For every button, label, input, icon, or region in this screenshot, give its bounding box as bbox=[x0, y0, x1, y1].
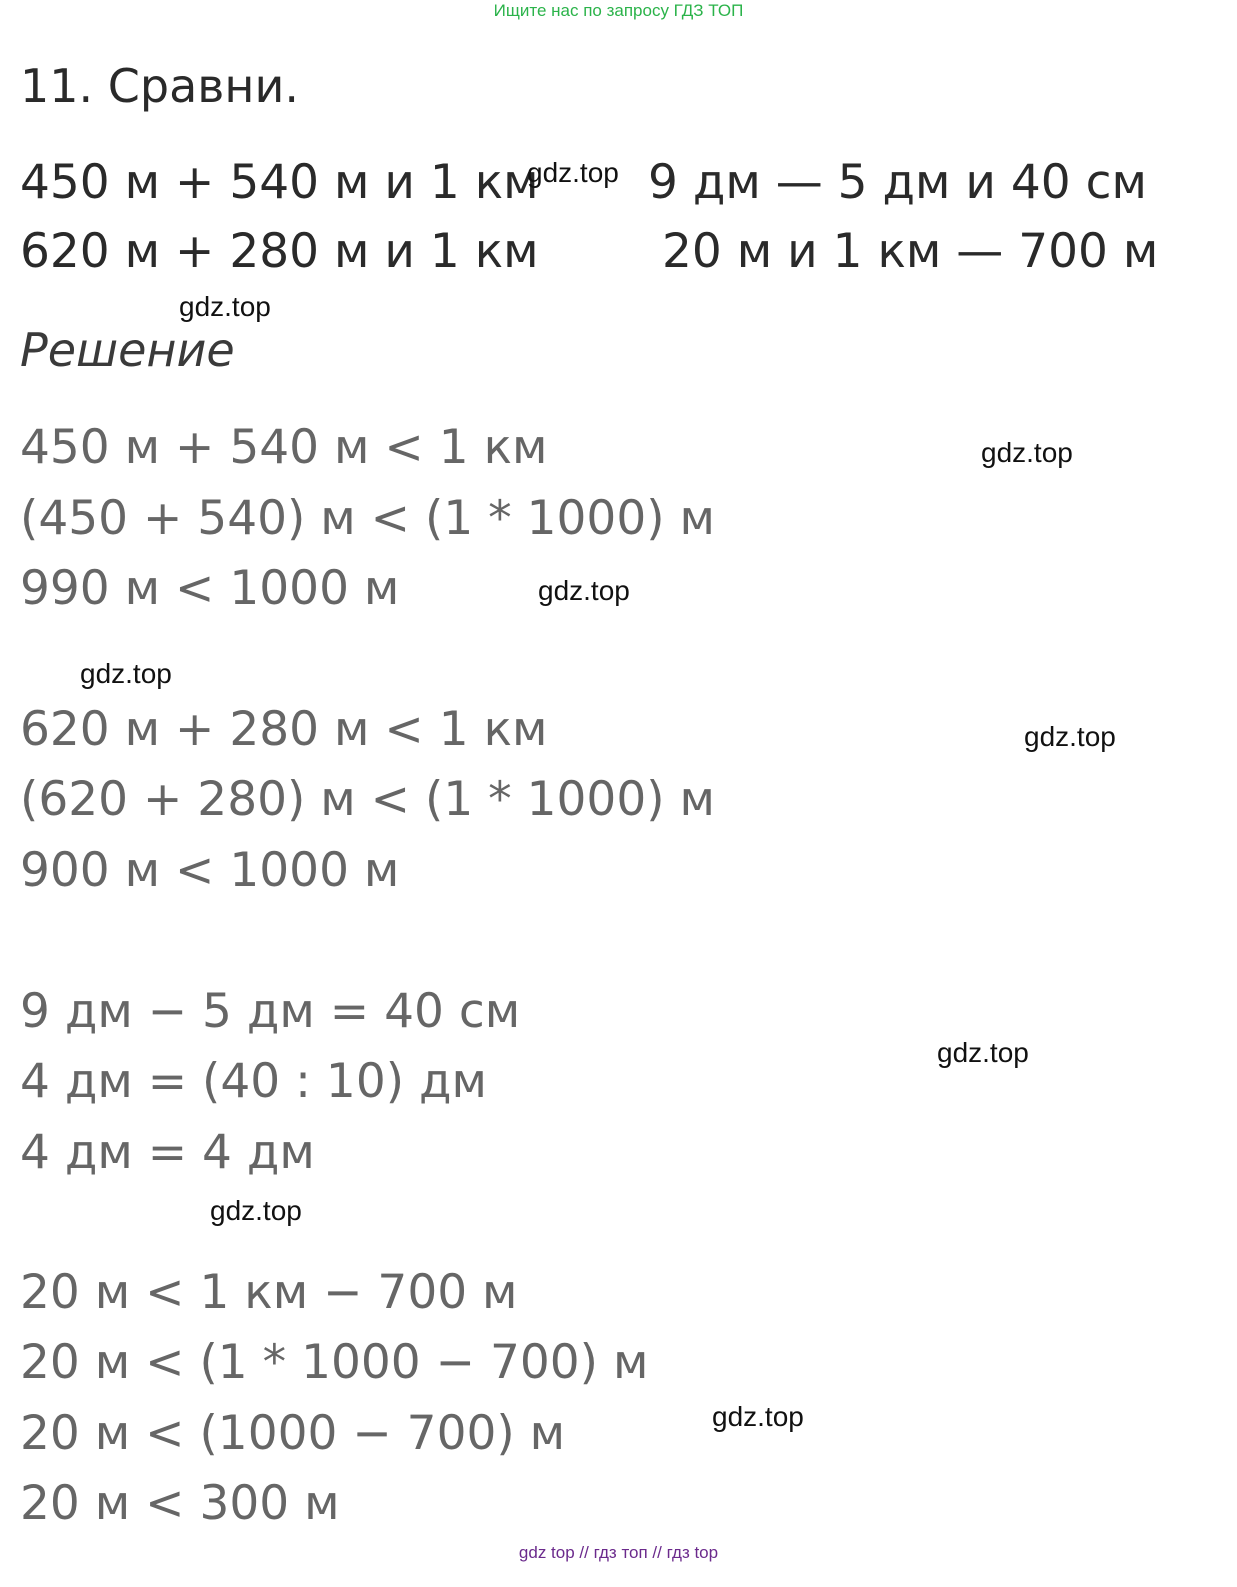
watermark: gdz.top bbox=[981, 437, 1073, 468]
solution-4-line-1: 20 м < 1 км − 700 м bbox=[20, 1265, 518, 1320]
watermark: gdz.top bbox=[179, 291, 271, 322]
watermark: gdz.top bbox=[712, 1401, 804, 1432]
task-right-2: 20 м и 1 км — 700 м bbox=[662, 224, 1159, 279]
watermark: gdz.top bbox=[527, 157, 619, 188]
solution-3-line-3: 4 дм = 4 дм bbox=[20, 1125, 315, 1180]
watermark: gdz.top bbox=[210, 1195, 302, 1226]
solution-1-line-3: 990 м < 1000 м bbox=[20, 561, 400, 616]
watermark: gdz.top bbox=[538, 575, 630, 606]
solution-2-line-1: 620 м + 280 м < 1 км bbox=[20, 702, 548, 757]
task-left-2: 620 м + 280 м и 1 км bbox=[20, 224, 539, 279]
solution-4-line-3: 20 м < (1000 − 700) м bbox=[20, 1406, 566, 1461]
solution-2-line-2: (620 + 280) м < (1 * 1000) м bbox=[20, 772, 715, 827]
task-right-1: 9 дм — 5 дм и 40 см bbox=[648, 155, 1147, 210]
top-banner[interactable]: Ищите нас по запросу ГДЗ ТОП bbox=[493, 1, 744, 20]
watermark: gdz.top bbox=[1024, 721, 1116, 752]
solution-2-line-3: 900 м < 1000 м bbox=[20, 843, 400, 898]
watermark: gdz.top bbox=[80, 658, 172, 689]
solution-1-line-1: 450 м + 540 м < 1 км bbox=[20, 420, 548, 475]
solution-3-line-1: 9 дм − 5 дм = 40 см bbox=[20, 984, 521, 1039]
solution-1-line-2: (450 + 540) м < (1 * 1000) м bbox=[20, 491, 715, 546]
solution-heading: Решение bbox=[20, 323, 235, 377]
solution-4-line-4: 20 м < 300 м bbox=[20, 1476, 340, 1531]
exercise-title: 11. Сравни. bbox=[20, 59, 299, 113]
task-left-1: 450 м + 540 м и 1 км bbox=[20, 155, 539, 210]
solution-3-line-2: 4 дм = (40 : 10) дм bbox=[20, 1054, 487, 1109]
watermark: gdz.top bbox=[937, 1037, 1029, 1068]
solution-4-line-2: 20 м < (1 * 1000 − 700) м bbox=[20, 1335, 649, 1390]
footer-links[interactable]: gdz top // гдз топ // гдз top bbox=[518, 1543, 719, 1562]
